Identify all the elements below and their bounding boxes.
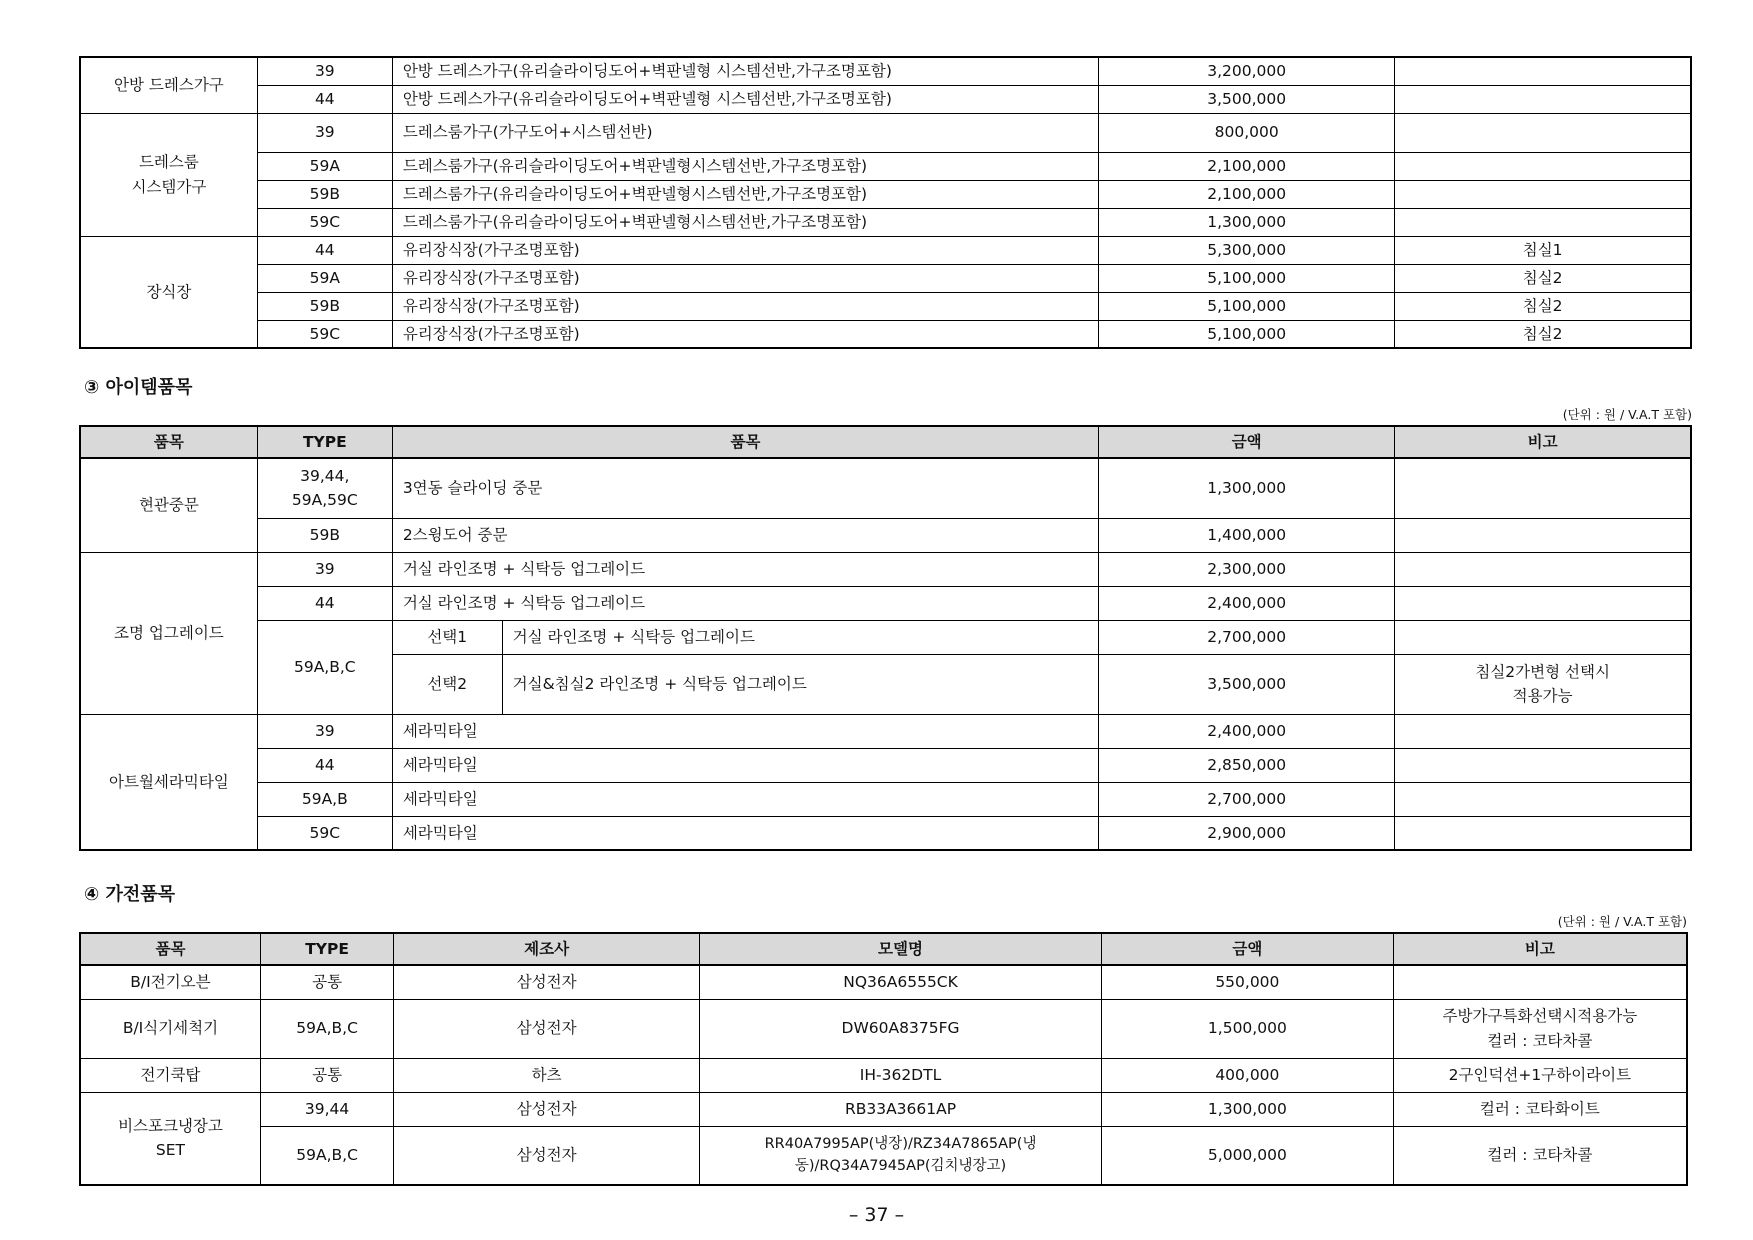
category-cell: 장식장 [80,236,257,348]
type-cell: 39 [257,113,392,152]
note-line: 주방가구특화선택시적용가능 [1442,1007,1638,1026]
price-cell: 2,850,000 [1099,748,1395,782]
category-cell: 전기쿡탑 [80,1058,260,1092]
type-cell: 59B [257,180,392,208]
table-row [80,1092,1687,1126]
category-line: SET [155,1141,186,1160]
category-cell [80,1092,260,1185]
price-cell: 3,200,000 [1099,57,1395,85]
item-cell: 드레스룸가구(유리슬라이딩도어+벽판넬형시스템선반,가구조명포함) [392,208,1098,236]
header-price: 금액 [1099,426,1395,458]
category-cell: 현관중문 [80,458,257,552]
type-cell: 39 [257,57,392,85]
table-row [80,208,1691,236]
type-cell: 44 [257,85,392,113]
category-cell: 조명 업그레이드 [80,552,257,714]
type-cell: 59A,B,C [260,1126,393,1185]
type-cell: 59A,B,C [257,620,392,714]
note-cell [1395,85,1691,113]
furniture-table [79,56,1692,349]
price-cell: 5,300,000 [1099,236,1395,264]
table-row [80,152,1691,180]
item-cell: 유리장식장(가구조명포함) [392,320,1098,348]
table-row [80,85,1691,113]
type-cell: 59C [257,320,392,348]
item-cell: 유리장식장(가구조명포함) [392,292,1098,320]
note-cell [1393,999,1687,1058]
header-note: 비고 [1395,426,1691,458]
item-table [79,425,1692,851]
category-cell: B/I전기오븐 [80,965,260,999]
note-cell: 침실1 [1395,236,1691,264]
table-row [80,236,1691,264]
type-cell: 39 [257,552,392,586]
note-cell: 침실2 [1395,320,1691,348]
category-cell: B/I식기세척기 [80,999,260,1058]
model-cell: DW60A8375FG [700,999,1102,1058]
table-row [80,292,1691,320]
item-cell: 거실 라인조명 + 식탁등 업그레이드 [502,620,1098,654]
price-cell: 5,100,000 [1099,264,1395,292]
maker-cell: 삼성전자 [394,999,700,1058]
table-row [80,748,1691,782]
header-price: 금액 [1102,933,1394,965]
table-row [80,782,1691,816]
item-cell: 2스윙도어 중문 [392,518,1098,552]
category-cell: 아트월세라믹타일 [80,714,257,850]
type-cell: 44 [257,748,392,782]
type-cell: 59B [257,518,392,552]
price-cell: 1,300,000 [1099,208,1395,236]
price-cell: 5,100,000 [1099,320,1395,348]
table-row [80,1058,1687,1092]
table-row [80,57,1691,85]
type-cell: 59C [257,816,392,850]
type-cell: 59A [257,152,392,180]
type-cell: 39,44 [260,1092,393,1126]
note-cell [1395,152,1691,180]
maker-cell: 하츠 [394,1058,700,1092]
item-cell: 드레스룸가구(유리슬라이딩도어+벽판넬형시스템선반,가구조명포함) [392,180,1098,208]
table-row [80,518,1691,552]
note-cell [1395,113,1691,152]
header-type: TYPE [257,426,392,458]
price-cell: 550,000 [1102,965,1394,999]
type-line: 39,44, [300,467,350,486]
note-line: 침실2가변형 선택시 [1475,662,1610,681]
appliance-table [79,932,1688,1186]
item-cell: 거실&침실2 라인조명 + 식탁등 업그레이드 [502,654,1098,714]
item-cell: 유리장식장(가구조명포함) [392,264,1098,292]
price-cell: 800,000 [1099,113,1395,152]
note-cell [1395,180,1691,208]
type-cell: 59B [257,292,392,320]
type-line: 59A,59C [291,491,358,510]
type-cell: 59C [257,208,392,236]
price-cell: 5,000,000 [1102,1126,1394,1185]
note-line: 컬러 : 코타차콜 [1487,1031,1593,1050]
type-cell: 39 [257,714,392,748]
category-line: 비스포크냉장고 [118,1117,223,1136]
price-cell: 3,500,000 [1099,85,1395,113]
item-cell: 세라믹타일 [392,748,1098,782]
item-cell: 거실 라인조명 + 식탁등 업그레이드 [392,586,1098,620]
table-row [80,999,1687,1058]
price-cell: 2,100,000 [1099,180,1395,208]
model-line: 동)/RQ34A7945AP(김치냉장고) [794,1158,1007,1175]
item-cell: 3연동 슬라이딩 중문 [392,458,1098,518]
price-cell: 5,100,000 [1099,292,1395,320]
type-cell: 44 [257,586,392,620]
note-cell [1395,620,1691,654]
price-cell: 1,300,000 [1099,458,1395,518]
note-cell: 컬러 : 코타화이트 [1393,1092,1687,1126]
note-cell [1395,816,1691,850]
table-row [80,620,1691,654]
unit-note: (단위 : 원 / V.A.T 포함) [1562,407,1692,422]
table-row [80,552,1691,586]
table-row [80,714,1691,748]
table-row [80,965,1687,999]
header-maker: 제조사 [394,933,700,965]
type-cell: 59A [257,264,392,292]
table-row [80,586,1691,620]
item-cell: 안방 드레스가구(유리슬라이딩도어+벽판넬형 시스템선반,가구조명포함) [392,57,1098,85]
note-cell [1395,782,1691,816]
model-cell: NQ36A6555CK [700,965,1102,999]
note-cell [1395,552,1691,586]
note-cell [1395,518,1691,552]
option-cell: 선택2 [392,654,502,714]
item-cell: 세라믹타일 [392,714,1098,748]
note-cell [1395,458,1691,518]
price-cell: 1,500,000 [1102,999,1394,1058]
price-cell: 2,400,000 [1099,714,1395,748]
type-cell: 44 [257,236,392,264]
item-cell: 드레스룸가구(가구도어+시스템선반) [392,113,1098,152]
note-cell: 침실2 [1395,264,1691,292]
note-cell [1395,654,1691,714]
price-cell: 1,300,000 [1102,1092,1394,1126]
section-title: ④ 가전품목 [84,884,176,905]
note-cell [1395,586,1691,620]
option-cell: 선택1 [392,620,502,654]
note-cell [1395,748,1691,782]
category-cell: 안방 드레스가구 [80,57,257,113]
item-cell: 세라믹타일 [392,816,1098,850]
model-cell [700,1126,1102,1185]
item-cell: 안방 드레스가구(유리슬라이딩도어+벽판넬형 시스템선반,가구조명포함) [392,85,1098,113]
price-cell: 2,700,000 [1099,620,1395,654]
price-cell: 2,300,000 [1099,552,1395,586]
maker-cell: 삼성전자 [394,965,700,999]
category-line: 드레스룸 [138,153,199,172]
table-row [80,180,1691,208]
category-line: 시스템가구 [131,177,207,196]
header-model: 모델명 [700,933,1102,965]
table-row [80,264,1691,292]
header-item: 품목 [392,426,1098,458]
header-note: 비고 [1393,933,1687,965]
note-cell [1393,965,1687,999]
maker-cell: 삼성전자 [394,1126,700,1185]
table-row [80,816,1691,850]
table-row [80,320,1691,348]
note-cell: 2구인덕션+1구하이라이트 [1393,1058,1687,1092]
price-cell: 3,500,000 [1099,654,1395,714]
header-type: TYPE [260,933,393,965]
table-row [80,1126,1687,1185]
item-cell: 유리장식장(가구조명포함) [392,236,1098,264]
model-cell: IH-362DTL [700,1058,1102,1092]
category-cell [80,113,257,236]
model-line: RR40A7995AP(냉장)/RZ34A7865AP(냉 [764,1135,1037,1152]
table-header [80,426,1691,458]
note-cell: 침실2 [1395,292,1691,320]
price-cell: 2,400,000 [1099,586,1395,620]
price-cell: 2,700,000 [1099,782,1395,816]
unit-note: (단위 : 원 / V.A.T 포함) [1557,914,1687,929]
item-cell: 세라믹타일 [392,782,1098,816]
price-cell: 1,400,000 [1099,518,1395,552]
note-cell: 컬러 : 코타차콜 [1393,1126,1687,1185]
table-header [80,933,1687,965]
header-category: 품목 [80,426,257,458]
type-cell: 59A,B [257,782,392,816]
maker-cell: 삼성전자 [394,1092,700,1126]
price-cell: 2,900,000 [1099,816,1395,850]
table-row [80,113,1691,152]
price-cell: 2,100,000 [1099,152,1395,180]
type-cell: 59A,B,C [260,999,393,1058]
model-cell: RB33A3661AP [700,1092,1102,1126]
page-number: – 37 – [848,1204,905,1226]
section-title: ③ 아이템품목 [84,377,193,398]
table-row [80,458,1691,518]
note-line: 적용가능 [1512,687,1573,705]
type-cell: 공통 [260,1058,393,1092]
note-cell [1395,208,1691,236]
note-cell [1395,57,1691,85]
header-category: 품목 [80,933,260,965]
type-cell: 공통 [260,965,393,999]
type-cell [257,458,392,518]
note-cell [1395,714,1691,748]
item-cell: 드레스룸가구(유리슬라이딩도어+벽판넬형시스템선반,가구조명포함) [392,152,1098,180]
price-cell: 400,000 [1102,1058,1394,1092]
item-cell: 거실 라인조명 + 식탁등 업그레이드 [392,552,1098,586]
